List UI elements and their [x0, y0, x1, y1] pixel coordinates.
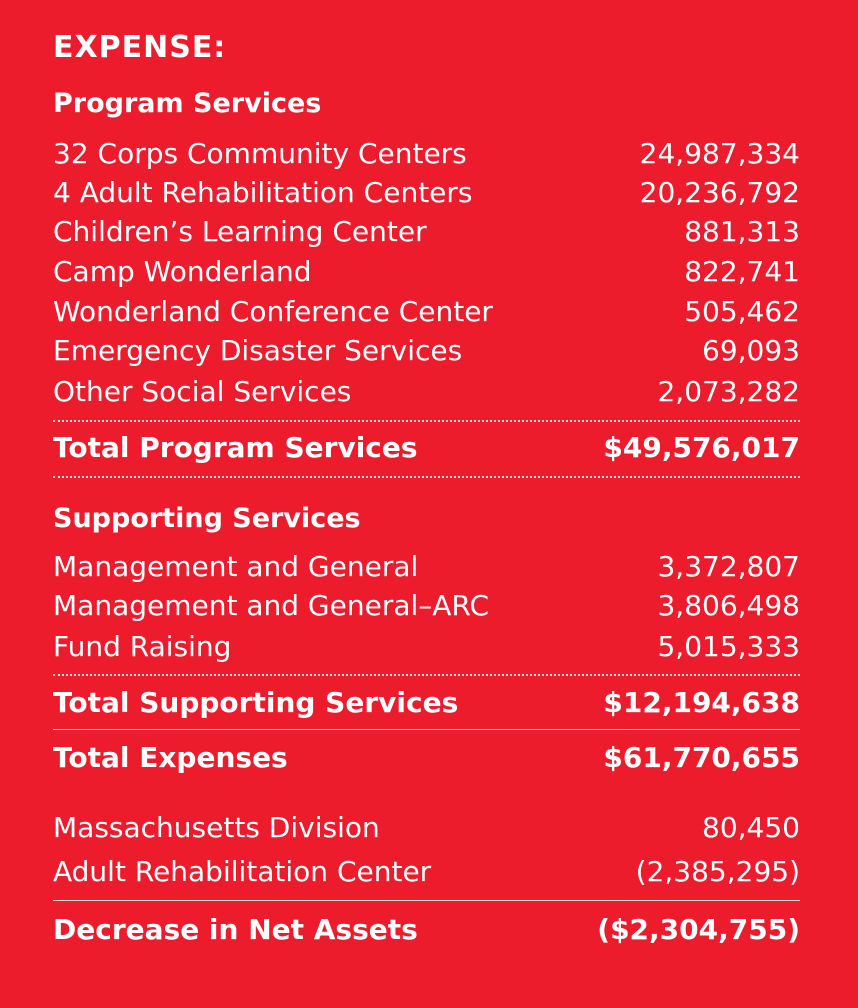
total-label: Total Expenses [53, 740, 288, 774]
supporting-row-2 [53, 585, 800, 625]
total-supporting-services-row [53, 682, 800, 722]
row-amount: 80,450 [702, 810, 800, 844]
total-label: Total Program Services [53, 430, 418, 464]
row-amount: 3,806,498 [657, 588, 800, 622]
row-label: Children’s Learning Center [53, 214, 427, 248]
row-label: Fund Raising [53, 629, 232, 663]
row-label: Adult Rehabilitation Center [53, 854, 432, 888]
dotted-divider [53, 420, 800, 422]
program-row-4 [53, 251, 800, 291]
total-program-services-row [53, 427, 800, 467]
row-label: Massachusetts Division [53, 810, 380, 844]
row-label: Emergency Disaster Services [53, 333, 463, 367]
total-label: Decrease in Net Assets [53, 912, 418, 946]
dotted-divider [53, 476, 800, 478]
row-label: Management and General [53, 549, 419, 583]
row-amount: 822,741 [684, 254, 800, 288]
total-expenses-row [53, 737, 800, 777]
program-row-1 [53, 133, 800, 173]
total-amount: ($2,304,755) [597, 912, 800, 946]
row-label: Camp Wonderland [53, 254, 312, 288]
row-amount: 20,236,792 [639, 175, 800, 209]
row-amount: 24,987,334 [639, 136, 800, 170]
massachusetts-division-row [53, 807, 800, 847]
expense-heading: EXPENSE: [53, 30, 227, 65]
row-label: Wonderland Conference Center [53, 294, 493, 328]
program-services-title: Program Services [53, 88, 322, 119]
row-amount: 881,313 [684, 214, 800, 248]
program-row-7 [53, 371, 800, 411]
decrease-in-net-assets-row [53, 909, 800, 949]
row-label: 32 Corps Community Centers [53, 136, 467, 170]
program-row-6 [53, 330, 800, 370]
row-amount: 2,073,282 [657, 374, 800, 408]
supporting-services-title: Supporting Services [53, 503, 361, 534]
total-amount: $49,576,017 [603, 430, 800, 464]
solid-divider [53, 729, 800, 730]
row-label: Management and General–ARC [53, 588, 490, 622]
supporting-row-1 [53, 546, 800, 586]
total-amount: $12,194,638 [603, 685, 800, 719]
program-row-2 [53, 172, 800, 212]
row-label: 4 Adult Rehabilitation Centers [53, 175, 473, 209]
program-row-3 [53, 211, 800, 251]
row-label: Other Social Services [53, 374, 352, 408]
row-amount: 505,462 [684, 294, 800, 328]
total-amount: $61,770,655 [603, 740, 800, 774]
dotted-divider [53, 674, 800, 676]
solid-divider [53, 900, 800, 901]
supporting-row-3 [53, 626, 800, 666]
row-amount: (2,385,295) [635, 854, 800, 888]
program-row-5 [53, 291, 800, 331]
total-label: Total Supporting Services [53, 685, 459, 719]
row-amount: 3,372,807 [657, 549, 800, 583]
row-amount: 5,015,333 [657, 629, 800, 663]
adult-rehabilitation-center-row [53, 851, 800, 891]
row-amount: 69,093 [702, 333, 800, 367]
